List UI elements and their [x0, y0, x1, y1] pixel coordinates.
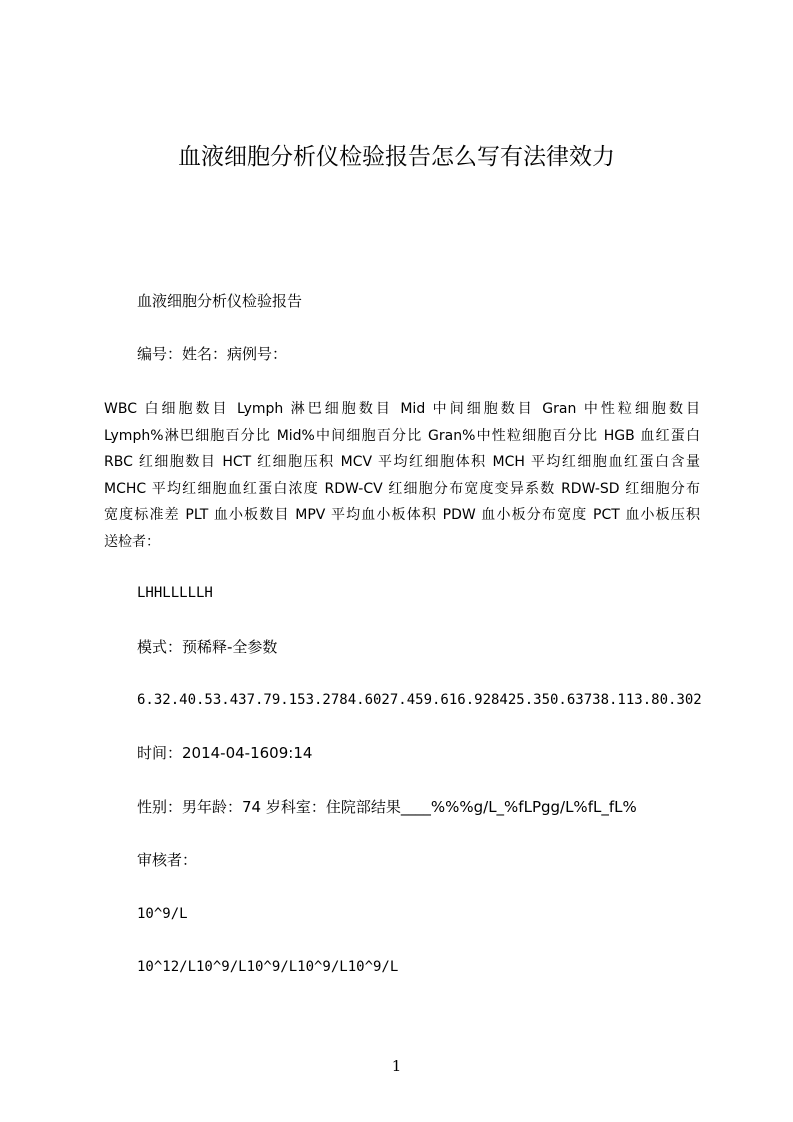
flags-line: LHHLLLLLH — [137, 585, 213, 601]
values-line: 6.32.40.53.437.79.153.2784.6027.459.616.928425.350.63738.113.80.302 — [137, 692, 702, 708]
parameter-line-1: WBC 白细胞数目 Lymph 淋巴细胞数目 Mid 中间细胞数目 Gran 中性粒细胞数目 — [104, 401, 700, 417]
time-line: 时间：2014-04-1609:14 — [137, 744, 313, 762]
page-number: 1 — [391, 1057, 402, 1075]
unit-line-1: 10^9/L — [137, 906, 188, 922]
patient-line: 性别：男年龄：74 岁科室：住院部结果____%%%g/L_%fLPgg/L%fL_fL% — [137, 798, 637, 816]
parameter-line-2: Lymph%淋巴细胞百分比 Mid%中间细胞百分比 Gran%中性粒细胞百分比 HGB 血红蛋白 — [104, 427, 700, 444]
reviewer-label: 审核者： — [137, 851, 198, 869]
sender-label: 送检者： — [104, 533, 160, 550]
document-title: 血液细胞分析仪检验报告怎么写有法律效力 — [178, 144, 615, 170]
parameter-paragraph — [104, 396, 700, 556]
parameter-line-3: RBC 红细胞数目 HCT 红细胞压积 MCV 平均红细胞体积 MCH 平均红细胞血红蛋白含量 — [104, 454, 700, 471]
id-fields-line: 编号：姓名：病例号： — [137, 345, 288, 363]
mode-line: 模式：预稀释-全参数 — [137, 638, 278, 656]
parameter-line-4: MCHC 平均红细胞血红蛋白浓度 RDW-CV 红细胞分布宽度变异系数 RDW-SD 红细胞分布 — [104, 480, 700, 497]
report-subtitle: 血液细胞分析仪检验报告 — [137, 292, 303, 310]
unit-line-2: 10^12/L10^9/L10^9/L10^9/L10^9/L — [137, 959, 399, 975]
parameter-line-5: 宽度标准差 PLT 血小板数目 MPV 平均血小板体积 PDW 血小板分布宽度 PCT 血小板压积 — [104, 507, 700, 524]
